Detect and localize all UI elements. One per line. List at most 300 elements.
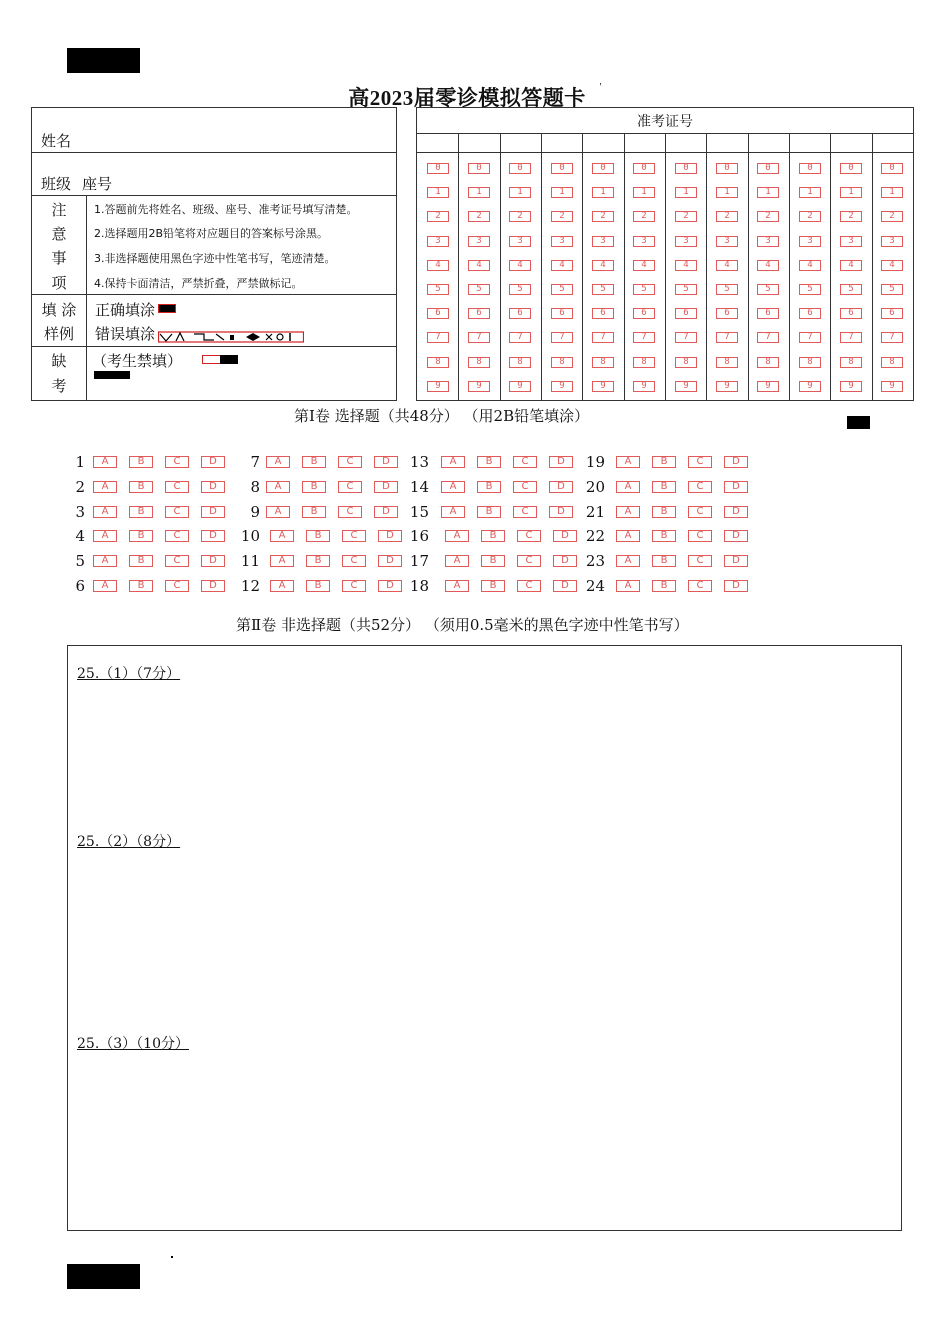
answer-option-a[interactable]: A: [93, 555, 117, 567]
notes-label-char: 注: [51, 201, 67, 219]
answer-option-a[interactable]: A: [441, 481, 465, 493]
answer-option-c[interactable]: C: [342, 555, 366, 567]
notes-label-char: 意: [51, 225, 67, 243]
answer-option-c[interactable]: C: [517, 555, 541, 567]
answer-option-a[interactable]: A: [616, 580, 640, 592]
title-mark: ': [599, 82, 602, 93]
exam-id-write-cell[interactable]: [707, 134, 746, 151]
answer-option-b[interactable]: B: [129, 506, 153, 518]
exam-id-bubble[interactable]: 7: [799, 332, 821, 343]
exam-id-bubble[interactable]: 9: [757, 381, 779, 392]
exam-id-bubble[interactable]: 4: [799, 260, 821, 271]
answer-option-b[interactable]: B: [302, 456, 326, 468]
question-number: 11: [240, 552, 260, 571]
exam-id-bubble[interactable]: 6: [757, 308, 779, 319]
answer-option-b[interactable]: B: [652, 555, 676, 567]
exam-id-bubble[interactable]: 5: [840, 284, 862, 295]
answer-option-a[interactable]: A: [445, 580, 469, 592]
absent-label-char: 考: [51, 377, 67, 395]
grid-column-divider: [748, 133, 749, 400]
exam-id-bubble[interactable]: 0: [840, 163, 862, 174]
exam-id-bubble[interactable]: 3: [675, 236, 697, 247]
exam-id-bubble[interactable]: 2: [799, 211, 821, 222]
answer-option-c[interactable]: C: [338, 506, 362, 518]
answer-option-c[interactable]: C: [688, 530, 712, 542]
question-number: 23: [585, 552, 605, 571]
question-number: 20: [585, 477, 605, 496]
exam-id-bubble[interactable]: 2: [427, 211, 449, 222]
answer-option-d[interactable]: D: [201, 555, 225, 567]
answer-option-c[interactable]: C: [688, 481, 712, 493]
answer-option-c[interactable]: C: [688, 456, 712, 468]
answer-option-d[interactable]: D: [374, 456, 398, 468]
exam-id-bubble[interactable]: 4: [881, 260, 903, 271]
answer-option-b[interactable]: B: [652, 580, 676, 592]
section2-title: 第Ⅱ卷 非选择题（共52分） （须用0.5毫米的黑色字迹中性笔书写）: [236, 616, 689, 634]
answer-option-b[interactable]: B: [129, 555, 153, 567]
exam-id-bubble[interactable]: 7: [592, 332, 614, 343]
answer-option-d[interactable]: D: [201, 481, 225, 493]
exam-id-bubble[interactable]: 1: [633, 187, 655, 198]
exam-id-bubble[interactable]: 2: [551, 211, 573, 222]
answer-option-d[interactable]: D: [201, 580, 225, 592]
answer-area-25[interactable]: [67, 645, 902, 1231]
exam-id-bubble[interactable]: 3: [716, 236, 738, 247]
registration-mark-right: [847, 416, 870, 429]
answer-option-a[interactable]: A: [616, 530, 640, 542]
exam-id-grid: [416, 107, 914, 401]
exam-id-bubble[interactable]: 1: [716, 187, 738, 198]
exam-id-bubble[interactable]: 9: [468, 381, 490, 392]
answer-option-d[interactable]: D: [374, 481, 398, 493]
name-field[interactable]: [92, 116, 382, 148]
exam-id-bubble[interactable]: 8: [840, 357, 862, 368]
exam-id-bubble[interactable]: 5: [633, 284, 655, 295]
exam-id-bubble[interactable]: 6: [716, 308, 738, 319]
exam-id-bubble[interactable]: 7: [716, 332, 738, 343]
exam-id-bubble[interactable]: 3: [427, 236, 449, 247]
exam-id-write-cell[interactable]: [790, 134, 829, 151]
exam-id-bubble[interactable]: 2: [757, 211, 779, 222]
exam-id-write-cell[interactable]: [542, 134, 581, 151]
exam-id-bubble[interactable]: 3: [757, 236, 779, 247]
exam-id-bubble[interactable]: 6: [468, 308, 490, 319]
exam-id-write-cell[interactable]: [583, 134, 622, 151]
exam-id-bubble[interactable]: 6: [551, 308, 573, 319]
question-number: 24: [585, 577, 605, 595]
answer-option-d[interactable]: D: [724, 481, 748, 493]
exam-id-bubble[interactable]: 3: [799, 236, 821, 247]
exam-id-bubble[interactable]: 5: [592, 284, 614, 295]
registration-mark-top-left: [67, 48, 140, 73]
exam-id-bubble[interactable]: 0: [468, 163, 490, 174]
answer-option-c[interactable]: C: [513, 506, 537, 518]
exam-id-bubble[interactable]: 1: [468, 187, 490, 198]
exam-id-bubble[interactable]: 4: [757, 260, 779, 271]
exam-id-bubble[interactable]: 1: [427, 187, 449, 198]
exam-id-bubble[interactable]: 7: [468, 332, 490, 343]
answer-option-d[interactable]: D: [553, 555, 577, 567]
exam-id-write-cell[interactable]: [625, 134, 664, 151]
exam-id-bubble[interactable]: 3: [840, 236, 862, 247]
exam-id-bubble[interactable]: 4: [427, 260, 449, 271]
exam-id-bubble[interactable]: 8: [881, 357, 903, 368]
answer-option-c[interactable]: C: [513, 481, 537, 493]
answer-option-a[interactable]: A: [270, 580, 294, 592]
answer-option-d[interactable]: D: [724, 580, 748, 592]
grid-column-divider: [458, 133, 459, 400]
exam-id-bubble[interactable]: 5: [757, 284, 779, 295]
answer-option-b[interactable]: B: [306, 580, 330, 592]
footer-dot: [171, 1256, 173, 1258]
correct-fill-sample: [158, 304, 176, 313]
grid-column-divider: [582, 133, 583, 400]
answer-option-d[interactable]: D: [201, 506, 225, 518]
answer-option-c[interactable]: C: [688, 555, 712, 567]
exam-id-bubble[interactable]: 1: [757, 187, 779, 198]
absent-barcode-mark: [94, 371, 130, 379]
answer-option-a[interactable]: A: [266, 481, 290, 493]
registration-mark-bottom-left: [67, 1264, 140, 1289]
answer-option-c[interactable]: C: [517, 580, 541, 592]
answer-option-d[interactable]: D: [724, 506, 748, 518]
answer-option-a[interactable]: A: [93, 506, 117, 518]
answer-option-c[interactable]: C: [342, 580, 366, 592]
exam-id-bubble[interactable]: 1: [675, 187, 697, 198]
exam-id-bubble[interactable]: 8: [716, 357, 738, 368]
answer-option-a[interactable]: A: [270, 555, 294, 567]
exam-id-bubble[interactable]: 2: [633, 211, 655, 222]
question-number: 14: [409, 477, 429, 496]
exam-id-bubble[interactable]: 1: [551, 187, 573, 198]
exam-id-bubble[interactable]: 6: [881, 308, 903, 319]
answer-option-b[interactable]: B: [129, 530, 153, 542]
note-2: 2.选择题用2B铅笔将对应题目的答案标号涂黑。: [94, 227, 329, 240]
exam-id-bubble[interactable]: 0: [633, 163, 655, 174]
question-number: 15: [409, 502, 429, 521]
absent-label-char: 缺: [51, 352, 67, 370]
grid-column-divider: [830, 133, 831, 400]
answer-option-c[interactable]: C: [165, 580, 189, 592]
answer-option-a[interactable]: A: [616, 555, 640, 567]
exam-id-bubble[interactable]: 6: [840, 308, 862, 319]
exam-id-bubble[interactable]: 9: [427, 381, 449, 392]
answer-option-a[interactable]: A: [270, 530, 294, 542]
answer-option-c[interactable]: C: [688, 580, 712, 592]
answer-option-d[interactable]: D: [378, 580, 402, 592]
exam-id-bubble[interactable]: 8: [551, 357, 573, 368]
answer-option-b[interactable]: B: [302, 506, 326, 518]
answer-option-c[interactable]: C: [688, 506, 712, 518]
answer-option-b[interactable]: B: [306, 530, 330, 542]
answer-option-c[interactable]: C: [165, 555, 189, 567]
exam-id-write-cell[interactable]: [749, 134, 788, 151]
exam-id-bubble[interactable]: 1: [509, 187, 531, 198]
question-number: 19: [585, 453, 605, 471]
exam-id-bubble[interactable]: 7: [840, 332, 862, 343]
answer-option-c[interactable]: C: [513, 456, 537, 468]
note-4: 4.保持卡面清洁，严禁折叠，严禁做标记。: [94, 277, 303, 290]
exam-id-bubble[interactable]: 0: [757, 163, 779, 174]
exam-id-bubble[interactable]: 7: [757, 332, 779, 343]
exam-id-bubble[interactable]: 3: [509, 236, 531, 247]
seat-label: 座号: [82, 175, 113, 193]
answer-option-d[interactable]: D: [553, 580, 577, 592]
exam-id-bubble[interactable]: 9: [675, 381, 697, 392]
exam-id-bubble[interactable]: 9: [799, 381, 821, 392]
answer-option-c[interactable]: C: [165, 481, 189, 493]
grid-column-divider: [665, 133, 666, 400]
grid-column-divider: [541, 133, 542, 400]
exam-id-bubble[interactable]: 0: [509, 163, 531, 174]
exam-id-bubble[interactable]: 9: [509, 381, 531, 392]
answer-option-b[interactable]: B: [652, 481, 676, 493]
exam-id-bubble[interactable]: 0: [716, 163, 738, 174]
question-number: 8: [250, 477, 260, 496]
answer-option-a[interactable]: A: [616, 481, 640, 493]
answer-option-b[interactable]: B: [481, 555, 505, 567]
exam-id-bubble[interactable]: 9: [633, 381, 655, 392]
exam-id-bubble[interactable]: 4: [509, 260, 531, 271]
question-number: 10: [240, 527, 260, 546]
answer-option-a[interactable]: A: [616, 506, 640, 518]
answer-option-c[interactable]: C: [165, 530, 189, 542]
answer-option-a[interactable]: A: [266, 456, 290, 468]
exam-id-bubble[interactable]: 1: [881, 187, 903, 198]
exam-id-bubble[interactable]: 5: [509, 284, 531, 295]
exam-id-bubble[interactable]: 2: [716, 211, 738, 222]
answer-option-d[interactable]: D: [724, 456, 748, 468]
notes-label-char: 事: [51, 249, 67, 267]
exam-id-bubble[interactable]: 4: [840, 260, 862, 271]
exam-id-bubble[interactable]: 3: [881, 236, 903, 247]
answer-option-b[interactable]: B: [652, 456, 676, 468]
answer-option-d[interactable]: D: [549, 481, 573, 493]
question-number: 22: [585, 527, 605, 546]
exam-id-bubble[interactable]: 2: [468, 211, 490, 222]
exam-id-bubble[interactable]: 6: [427, 308, 449, 319]
answer-option-c[interactable]: C: [517, 530, 541, 542]
exam-id-write-cell[interactable]: [501, 134, 540, 151]
exam-id-bubble[interactable]: 9: [881, 381, 903, 392]
answer-option-a[interactable]: A: [616, 456, 640, 468]
answer-option-a[interactable]: A: [93, 530, 117, 542]
exam-id-bubble[interactable]: 8: [592, 357, 614, 368]
exam-id-bubble[interactable]: 0: [881, 163, 903, 174]
answer-option-d[interactable]: D: [201, 530, 225, 542]
exam-id-write-cell[interactable]: [873, 134, 912, 151]
answer-option-d[interactable]: D: [374, 506, 398, 518]
exam-id-bubble[interactable]: 9: [551, 381, 573, 392]
exam-id-bubble[interactable]: 0: [427, 163, 449, 174]
exam-id-bubble[interactable]: 0: [551, 163, 573, 174]
grid-column-divider: [706, 133, 707, 400]
exam-id-write-cell[interactable]: [666, 134, 705, 151]
exam-id-bubble[interactable]: 2: [592, 211, 614, 222]
exam-id-bubble[interactable]: 4: [592, 260, 614, 271]
exam-id-bubble[interactable]: 9: [592, 381, 614, 392]
class-label: 班级: [41, 175, 72, 193]
exam-id-bubble[interactable]: 7: [675, 332, 697, 343]
exam-id-bubble[interactable]: 5: [881, 284, 903, 295]
exam-id-bubble[interactable]: 8: [799, 357, 821, 368]
wrong-fill-samples-icon: [158, 331, 304, 343]
exam-id-bubble[interactable]: 5: [468, 284, 490, 295]
answer-option-c[interactable]: C: [338, 481, 362, 493]
exam-id-bubble[interactable]: 9: [716, 381, 738, 392]
answer-option-d[interactable]: D: [724, 555, 748, 567]
exam-id-bubble[interactable]: 4: [551, 260, 573, 271]
answer-option-b[interactable]: B: [481, 530, 505, 542]
answer-option-d[interactable]: D: [378, 530, 402, 542]
answer-option-a[interactable]: A: [93, 580, 117, 592]
wrong-fill-label: 错误填涂: [95, 325, 156, 343]
note-3: 3.非选择题使用黑色字迹中性笔书写，笔迹清楚。: [94, 252, 336, 265]
page-title: 高2023届零诊模拟答题卡 ': [348, 82, 602, 110]
answer-option-b[interactable]: B: [306, 555, 330, 567]
exam-id-bubble[interactable]: 3: [551, 236, 573, 247]
exam-id-bubble[interactable]: 7: [427, 332, 449, 343]
exam-id-bubble[interactable]: 5: [716, 284, 738, 295]
question-number: 17: [409, 552, 429, 571]
note-1: 1.答题前先将姓名、班级、座号、准考证号填写清楚。: [94, 203, 358, 216]
absent-note: （考生禁填）: [92, 352, 183, 370]
answer-option-b[interactable]: B: [481, 580, 505, 592]
exam-id-bubble[interactable]: 5: [799, 284, 821, 295]
exam-id-bubble[interactable]: 4: [716, 260, 738, 271]
answer-option-c[interactable]: C: [338, 456, 362, 468]
answer-option-d[interactable]: D: [378, 555, 402, 567]
name-label: 姓名: [41, 132, 72, 150]
exam-id-bubble[interactable]: 5: [675, 284, 697, 295]
question-number: 5: [75, 552, 85, 571]
exam-id-bubble[interactable]: 0: [675, 163, 697, 174]
exam-id-bubble[interactable]: 0: [592, 163, 614, 174]
exam-id-write-cell[interactable]: [418, 134, 457, 151]
exam-id-bubble[interactable]: 7: [551, 332, 573, 343]
exam-id-bubble[interactable]: 2: [675, 211, 697, 222]
answer-option-b[interactable]: B: [652, 506, 676, 518]
answer-option-b[interactable]: B: [652, 530, 676, 542]
question-number: 1: [75, 453, 85, 471]
answer-option-a[interactable]: A: [93, 481, 117, 493]
exam-id-bubble[interactable]: 6: [509, 308, 531, 319]
exam-id-bubble[interactable]: 8: [468, 357, 490, 368]
answer-option-d[interactable]: D: [549, 456, 573, 468]
question-number: 21: [585, 502, 605, 521]
question-number: 13: [409, 453, 429, 471]
exam-id-bubble[interactable]: 6: [633, 308, 655, 319]
exam-id-bubble[interactable]: 1: [592, 187, 614, 198]
wrong-fill-samples: [158, 328, 304, 347]
notes-label-char: 项: [51, 274, 67, 292]
exam-id-bubble[interactable]: 8: [633, 357, 655, 368]
exam-id-bubble[interactable]: 8: [757, 357, 779, 368]
question-number: 9: [250, 502, 260, 521]
answer-option-a[interactable]: A: [441, 506, 465, 518]
answer-option-b[interactable]: B: [477, 506, 501, 518]
question-25-part-2: 25.（2）（8分）: [77, 834, 181, 850]
answer-option-d[interactable]: D: [549, 506, 573, 518]
question-25-part-3: 25.（3）（10分）: [77, 1036, 189, 1052]
exam-id-bubble[interactable]: 8: [675, 357, 697, 368]
answer-option-c[interactable]: C: [342, 530, 366, 542]
exam-id-bubble[interactable]: 4: [468, 260, 490, 271]
grid-column-divider: [500, 133, 501, 400]
question-number: 18: [409, 577, 429, 595]
answer-option-c[interactable]: C: [165, 506, 189, 518]
answer-option-d[interactable]: D: [553, 530, 577, 542]
answer-option-a[interactable]: A: [93, 456, 117, 468]
question-number: 16: [409, 527, 429, 546]
exam-id-bubble[interactable]: 7: [881, 332, 903, 343]
exam-id-write-cell[interactable]: [831, 134, 870, 151]
exam-id-bubble[interactable]: 7: [509, 332, 531, 343]
grid-column-divider: [872, 133, 873, 400]
student-info-table: [31, 107, 397, 401]
exam-id-bubble[interactable]: 4: [633, 260, 655, 271]
question-number: 4: [75, 527, 85, 546]
answer-option-b[interactable]: B: [129, 481, 153, 493]
answer-option-a[interactable]: A: [445, 555, 469, 567]
answer-option-a[interactable]: A: [441, 456, 465, 468]
answer-option-b[interactable]: B: [477, 456, 501, 468]
answer-option-b[interactable]: B: [129, 456, 153, 468]
answer-option-d[interactable]: D: [201, 456, 225, 468]
exam-id-bubble[interactable]: 6: [675, 308, 697, 319]
answer-option-c[interactable]: C: [165, 456, 189, 468]
exam-id-bubble[interactable]: 2: [881, 211, 903, 222]
answer-option-b[interactable]: B: [302, 481, 326, 493]
answer-option-b[interactable]: B: [129, 580, 153, 592]
exam-id-write-cell[interactable]: [459, 134, 498, 151]
answer-option-b[interactable]: B: [477, 481, 501, 493]
sample-label-1: 填 涂: [41, 301, 77, 319]
grid-column-divider: [789, 133, 790, 400]
exam-id-bubble[interactable]: 2: [840, 211, 862, 222]
answer-option-a[interactable]: A: [445, 530, 469, 542]
question-number: 6: [75, 577, 85, 595]
question-25-part-1: 25.（1）（7分）: [77, 666, 181, 682]
question-number: 12: [240, 577, 260, 595]
exam-id-bubble[interactable]: 8: [427, 357, 449, 368]
exam-id-bubble[interactable]: 2: [509, 211, 531, 222]
exam-id-bubble[interactable]: 4: [675, 260, 697, 271]
exam-id-bubble[interactable]: 1: [799, 187, 821, 198]
exam-id-bubble[interactable]: 7: [633, 332, 655, 343]
exam-id-bubble[interactable]: 5: [551, 284, 573, 295]
absent-fill-mark: [220, 355, 238, 364]
answer-option-a[interactable]: A: [266, 506, 290, 518]
exam-id-bubble[interactable]: 5: [427, 284, 449, 295]
exam-id-label: 准考证号: [637, 114, 693, 130]
question-number: 2: [75, 477, 85, 496]
exam-id-bubble[interactable]: 3: [468, 236, 490, 247]
exam-id-bubble[interactable]: 3: [592, 236, 614, 247]
grid-column-divider: [624, 133, 625, 400]
exam-id-bubble[interactable]: 6: [799, 308, 821, 319]
correct-fill-label: 正确填涂: [95, 301, 156, 319]
sample-label-2: 样例: [43, 325, 74, 343]
exam-id-bubble[interactable]: 3: [633, 236, 655, 247]
exam-id-bubble[interactable]: 0: [799, 163, 821, 174]
exam-id-bubble[interactable]: 1: [840, 187, 862, 198]
exam-id-bubble[interactable]: 8: [509, 357, 531, 368]
question-number: 3: [75, 502, 85, 521]
answer-option-d[interactable]: D: [724, 530, 748, 542]
exam-id-bubble[interactable]: 9: [840, 381, 862, 392]
exam-id-bubble[interactable]: 6: [592, 308, 614, 319]
